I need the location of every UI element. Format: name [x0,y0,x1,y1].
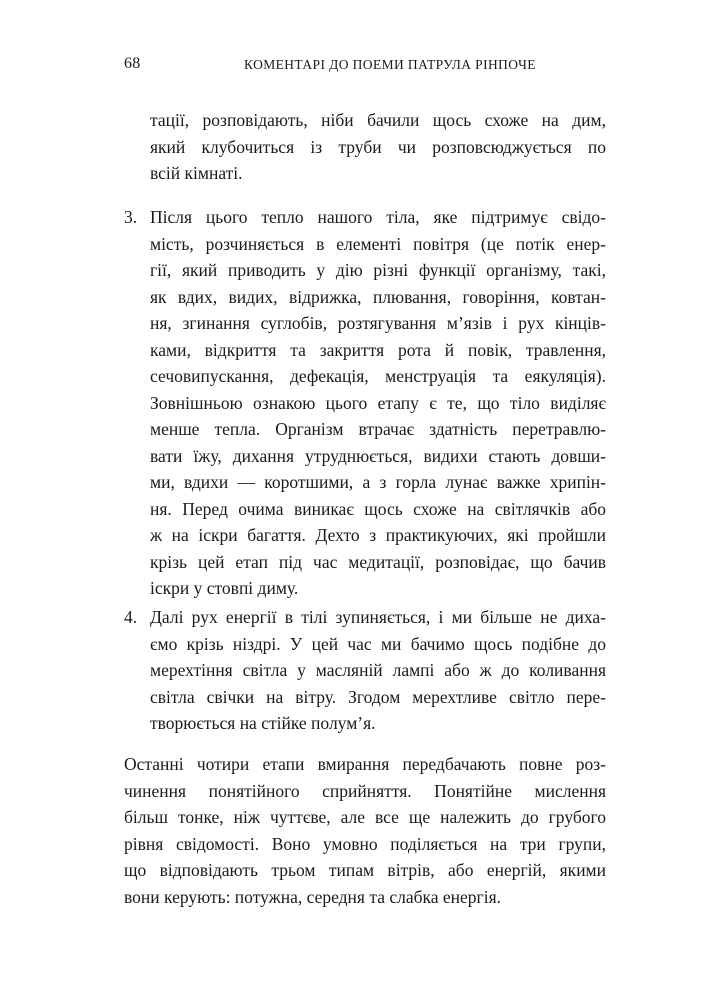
list-item-text [150,204,606,602]
continuation-text [150,107,606,187]
text-line: тації, розповідають, ніби бачили щось схоже на дим, [150,110,606,130]
text-line: іскри у стовпі диму. [150,578,299,598]
text-line: ками, відкриття та закриття рота й повік, травлення, [150,339,606,360]
text-line: світла свічки на вітру. Згодом мерехтливе світло пере- [150,686,606,707]
paragraph-text [124,751,606,910]
text-line: ня, згинання суглобів, розтягування м’язів і рух кінців- [150,313,606,333]
text-line: всій кімнаті. [150,163,243,183]
text-line: який клубочиться із труби чи розповсюджується по [150,136,606,157]
text-line: мість, розчиняється в елементі повітря (це потік енер- [150,233,606,254]
text-line: ємо крізь ніздрі. У цей час ми бачимо щось подібне до [150,633,606,654]
text-line: як вдих, видих, відрижка, плювання, говоріння, ковтан- [150,286,606,307]
text-line: вони керують: потужна, середня та слабка енергія. [124,886,502,907]
text-line: крізь цей етап під час медитації, розповідає, що бачив [150,551,606,572]
text-line: рівня свідомості. Воно умовно поділяється на три групи, [124,833,606,854]
text-line: Після цього тепло нашого тіла, яке підтримує свідо- [150,207,606,227]
text-line: мерехтіння світла у масляній лампі або ж до коливання [150,660,606,680]
text-line: сечовипускання, дефекація, менструація та еякуляція). [150,366,606,386]
text-line: чинення понятійного сприйняття. Понятійне мислення [124,780,606,801]
list-item-text [150,604,606,737]
list-number: 4. [124,607,138,627]
text-line: більш тонке, ніж чуттєве, але все ще належить до грубого [124,807,606,827]
text-line: гії, який приводить у дію різні функції організму, такі, [150,260,606,280]
text-line: творюється на стійке полум’я. [150,713,376,733]
text-line: менше тепла. Організм втрачає здатність перетравлю- [150,419,606,439]
text-line: що відповідають трьом типам вітрів, або енергій, якими [124,860,606,880]
text-line: Далі рух енергії в тілі зупиняється, і ми більше не диха- [150,607,606,627]
text-line: ж на іскри багаття. Дехто з практикуючих, які пройшли [150,525,606,545]
running-head: КОМЕНТАРІ ДО ПОЕМИ ПАТРУЛА РІНПОЧЕ [244,57,536,72]
text-line: Зовнішньою ознакою цього етапу є те, що тіло виділяє [150,392,606,413]
page-number: 68 [124,55,141,72]
text-line: ня. Перед очима виникає щось схоже на світлячків або [150,498,606,519]
text-line: Останні чотири етапи вмирання передбачають повне роз- [124,754,606,774]
text-line: вати їжу, дихання утруднюється, видихи стають довши- [150,445,606,466]
text-line: ми, вдихи — коротшими, а з горла лунає важке хрипін- [150,472,606,492]
list-number: 3. [124,207,138,227]
